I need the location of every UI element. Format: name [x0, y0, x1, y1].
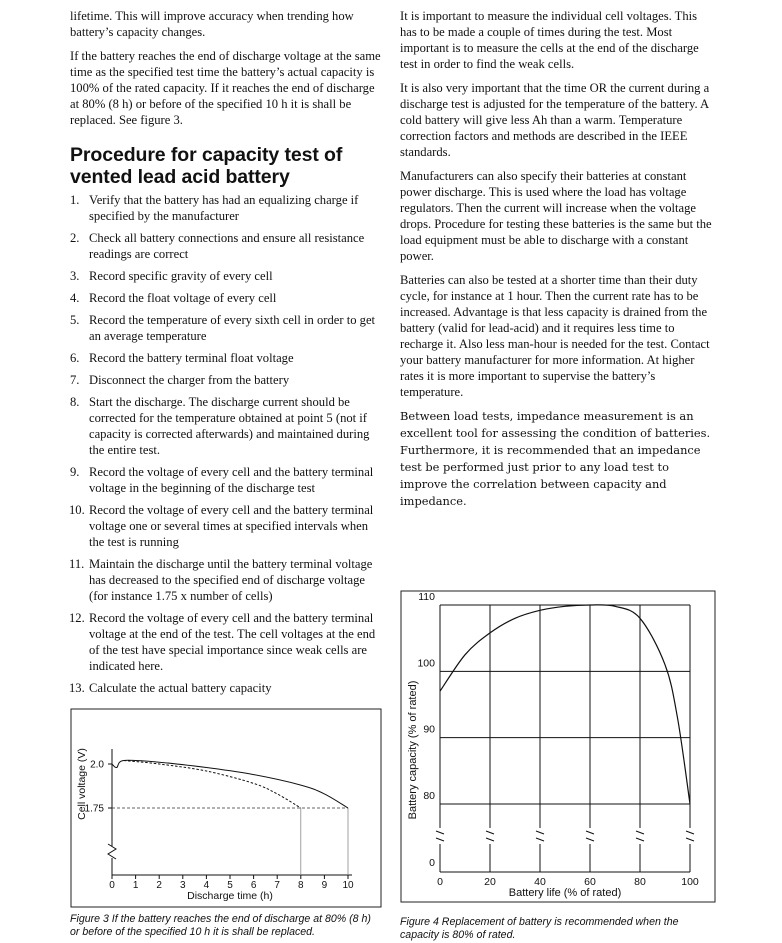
right-paragraph-1: It is important to measure the individual cell voltages. This has to be made a couple of times during the test. Most important is to measure the cells at the end of the discharge test in order to find the weak cells. [400, 9, 699, 71]
step-text: Record the voltage of every cell and the battery terminal voltage one or several times at specified intervals when the test is running [89, 503, 374, 549]
x-tick-label: 3 [180, 880, 186, 891]
discharge-chart [70, 708, 382, 908]
x-tick-label: 7 [274, 880, 280, 891]
step-number: 3. [70, 269, 80, 283]
step-number: 4. [70, 291, 80, 305]
step-text: Record the float voltage of every cell [89, 291, 277, 305]
figure-3-caption: Figure 3 If the battery reaches the end of discharge at 80% (8 h) or before of the specified 10 h it is shall be replaced. [70, 913, 371, 938]
procedure-step [70, 556, 382, 604]
axis-break [636, 831, 644, 841]
step-text: Record specific gravity of every cell [89, 269, 273, 283]
y-tick-label: 2.0 [90, 759, 104, 771]
right-column [400, 8, 716, 518]
capacity-curve [440, 605, 690, 804]
series-line-80-percent [124, 761, 301, 809]
step-text: Record the temperature of every sixth cell in order to get an average temperature [89, 313, 376, 343]
procedure-step [70, 394, 382, 458]
capacity-chart [400, 590, 716, 905]
step-number: 11. [69, 557, 85, 571]
step-text: Calculate the actual battery capacity [89, 681, 272, 695]
left-column [70, 8, 382, 702]
x-tick-label: 0 [437, 876, 443, 888]
x-tick-label: 1 [132, 880, 139, 891]
procedure-step [70, 350, 382, 366]
step-text: Record the voltage of every cell and the battery terminal voltage at the end of the test. The cell voltages at the end of the test have special importance since weak cells are indicated here. [89, 611, 376, 673]
series-line-100-percent [112, 760, 348, 808]
axis-break [536, 831, 544, 841]
intro-paragraph-2: If the battery reaches the end of discharge voltage at the same time as the specified test time the battery’s actual capacity is 100% of the rated capacity. If it reaches the end of discharge at 80% (8 h) or before of the specified 10 h it is shall be replaced. See figure 3. [70, 49, 381, 127]
step-number: 10. [69, 503, 85, 517]
axis-break [108, 844, 116, 859]
procedure-step [70, 268, 382, 284]
y-tick-label: 1.75 [84, 803, 104, 815]
figure-3 [70, 708, 382, 908]
x-tick-label: 4 [203, 880, 210, 891]
right-paragraph-2: It is also very important that the time OR the current during a discharge test is adjusted for the temperature of the battery. A cold battery will give less Ah than a warm. Temperature correction factors and methods are described in the IEEE standards. [400, 81, 710, 159]
step-number: 6. [70, 351, 80, 365]
impedance-paragraph: Between load tests, impedance measurement is an excellent tool for assessing the condition of batteries. Furthermore, it is recommended that an impedance test be performed just prior to any load test to improve the correlation between capacity and impedance. [400, 409, 711, 508]
x-axis-title: Discharge time (h) [187, 890, 273, 902]
y-tick-label: 80 [423, 790, 435, 802]
step-number: 7. [70, 373, 80, 387]
step-number: 1. [70, 193, 80, 207]
x-tick-label: 100 [681, 876, 699, 888]
y-axis-title: Battery capacity (% of rated) [407, 680, 419, 820]
section-heading: Procedure for capacity test of vented lead acid battery [70, 144, 343, 188]
x-axis-title: Battery life (% of rated) [508, 887, 622, 899]
step-number: 2. [70, 231, 80, 245]
procedure-step [70, 290, 382, 306]
x-tick-label: 10 [342, 880, 354, 891]
x-tick-label: 80 [634, 876, 646, 888]
procedure-steps [70, 192, 382, 696]
step-text: Record the voltage of every cell and the battery terminal voltage in the beginning of the discharge test [89, 465, 374, 495]
x-tick-label: 40 [534, 876, 546, 888]
y-tick-label: 0 [429, 857, 435, 869]
procedure-step [70, 610, 382, 674]
procedure-step [70, 372, 382, 388]
chart-frame [401, 591, 715, 902]
intro-paragraph-1: lifetime. This will improve accuracy when trending how battery’s capacity changes. [70, 9, 354, 39]
y-tick-label: 110 [418, 591, 435, 603]
x-tick-label: 5 [227, 880, 233, 891]
step-text: Check all battery connections and ensure all resistance readings are correct [89, 231, 365, 261]
step-number: 9. [70, 465, 80, 479]
step-number: 13. [69, 681, 85, 695]
x-tick-label: 20 [484, 876, 496, 888]
figure-4-caption: Figure 4 Replacement of battery is recommended when the capacity is 80% of rated. [400, 916, 679, 941]
x-tick-label: 60 [584, 876, 596, 888]
y-tick-label: 100 [417, 657, 435, 670]
step-text: Disconnect the charger from the battery [89, 373, 290, 387]
axis-break [586, 831, 594, 841]
procedure-step [70, 230, 382, 262]
x-tick-label: 8 [298, 880, 304, 891]
step-text: Maintain the discharge until the battery terminal voltage has decreased to the specified end of discharge voltage (for instance 1.75 x number of cells) [89, 557, 373, 603]
y-axis-title: Cell voltage (V) [76, 748, 88, 820]
procedure-step [70, 680, 382, 696]
right-paragraph-3: Manufacturers can also specify their batteries at constant power discharge. This is used where the load has voltage regulators. Then the current will increase when the voltage drops. Procedure for testing these batteries is the same but the load equipment must be able to discharge with a constant power. [400, 169, 712, 263]
step-text: Start the discharge. The discharge current should be corrected for the temperature obtained at point 5 (not if capacity is corrected afterwards) and maintained during the entire test. [89, 395, 370, 457]
x-tick-label: 9 [321, 880, 328, 891]
step-text: Verify that the battery has had an equalizing charge if specified by the manufacturer [89, 193, 359, 223]
procedure-step [70, 502, 382, 550]
axis-break [486, 831, 494, 841]
x-tick-label: 2 [156, 880, 162, 891]
axis-break [686, 831, 694, 841]
procedure-step [70, 192, 382, 224]
step-number: 5. [70, 313, 80, 327]
x-tick-label: 0 [109, 880, 115, 891]
step-number: 8. [70, 395, 80, 409]
procedure-step [70, 464, 382, 496]
x-tick-label: 6 [250, 880, 257, 891]
procedure-step [70, 312, 382, 344]
axis-break [436, 831, 444, 841]
figure-4 [400, 590, 716, 905]
step-text: Record the battery terminal float voltage [89, 351, 294, 365]
step-number: 12. [69, 611, 85, 625]
right-paragraph-4: Batteries can also be tested at a shorter time than their duty cycle, for instance at 1 hour. Then the current rate has to be increased. Advantage is that less capacity is drained from the battery (valid for lead-acid) and it requires less time to recharge it. Also less man-hour is needed for the test. Contact your battery manufacturer for more information. At higher rates it is more important to supervise the battery’s temperature. [400, 273, 710, 399]
y-tick-label: 90 [423, 723, 435, 736]
